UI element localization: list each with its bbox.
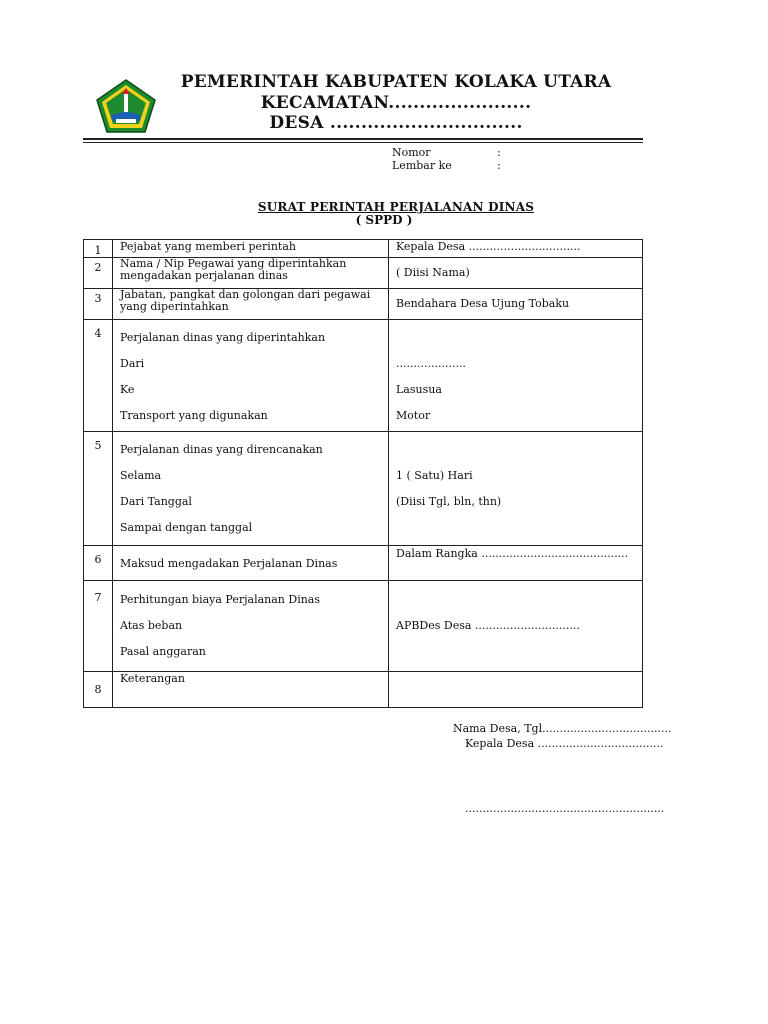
value-line: ( Diisi Nama) xyxy=(396,266,470,279)
row-value xyxy=(389,432,643,546)
value-line: (Diisi Tgl, bln, thn) xyxy=(396,495,502,508)
label-line: Keterangan xyxy=(120,672,185,685)
row-number: 3 xyxy=(84,289,113,320)
header-line-2: KECAMATAN....................... xyxy=(260,93,532,113)
row-value xyxy=(389,581,643,672)
row-number: 4 xyxy=(84,320,113,432)
value-line: .................... xyxy=(396,357,466,370)
label-line: yang diperintahkan xyxy=(120,300,229,313)
table-row xyxy=(84,672,643,708)
row-value xyxy=(389,240,643,258)
label-line: Pejabat yang memberi perintah xyxy=(120,240,296,253)
label-line: mengadakan perjalanan dinas xyxy=(120,269,288,282)
value-line xyxy=(396,639,642,665)
value-line: APBDes Desa .............................. xyxy=(396,619,580,632)
table-row xyxy=(84,289,643,320)
row-value xyxy=(389,672,643,708)
value-line xyxy=(396,587,642,613)
label-line: Atas beban xyxy=(120,619,183,632)
header-line-1: PEMERINTAH KABUPATEN KOLAKA UTARA xyxy=(180,72,612,92)
row-value xyxy=(389,546,643,581)
table-row xyxy=(84,581,643,672)
table-row xyxy=(84,320,643,432)
label-line: Perhitungan biaya Perjalanan Dinas xyxy=(120,593,321,606)
signature-name-line: ......................................................... xyxy=(465,802,665,815)
value-line: Motor xyxy=(396,409,431,422)
row-label xyxy=(113,258,389,289)
label-line: Ke xyxy=(120,383,135,396)
label-line: Selama xyxy=(120,469,162,482)
signature-place-date: Nama Desa, Tgl..................................... xyxy=(453,722,672,735)
label-line: Dari Tanggal xyxy=(120,495,192,508)
document-title: SURAT PERINTAH PERJALANAN DINAS xyxy=(257,200,535,214)
document-subtitle: ( SPPD ) xyxy=(355,213,413,227)
row-number: 6 xyxy=(84,546,113,581)
row-label xyxy=(113,320,389,432)
header-rule-thick xyxy=(83,138,643,140)
label-line: Nama / Nip Pegawai yang diperintahkan xyxy=(120,257,347,270)
header-rule-thin xyxy=(83,142,643,143)
table-row xyxy=(84,240,643,258)
value-line: Bendahara Desa Ujung Tobaku xyxy=(396,297,570,310)
row-value xyxy=(389,320,643,432)
table-row xyxy=(84,258,643,289)
label-line: Pasal anggaran xyxy=(120,645,206,658)
row-value xyxy=(389,258,643,289)
row-number: 1 xyxy=(84,240,113,258)
label-line: Sampai dengan tanggal xyxy=(120,521,253,534)
value-line: Kepala Desa ................................ xyxy=(396,240,581,253)
label-line: Maksud mengadakan Perjalanan Dinas xyxy=(120,556,338,570)
lembar-field xyxy=(392,159,501,172)
value-line xyxy=(396,437,642,463)
row-label xyxy=(113,240,389,258)
label-line: Perjalanan dinas yang direncanakan xyxy=(120,443,323,456)
nomor-value: : xyxy=(497,146,501,159)
row-number: 5 xyxy=(84,432,113,546)
label-line: Transport yang digunakan xyxy=(120,409,268,422)
sppd-table xyxy=(83,239,643,708)
header-line-3: DESA ............................... xyxy=(269,113,523,133)
nomor-field xyxy=(392,146,501,159)
value-line: Lasusua xyxy=(396,383,442,396)
value-line xyxy=(396,515,642,541)
row-number: 8 xyxy=(84,672,113,708)
table-row xyxy=(84,546,643,581)
row-label xyxy=(113,432,389,546)
label-line: Perjalanan dinas yang diperintahkan xyxy=(120,331,326,344)
row-number: 2 xyxy=(84,258,113,289)
row-number: 7 xyxy=(84,581,113,672)
lembar-value: : xyxy=(497,159,501,172)
row-label xyxy=(113,672,389,708)
lembar-label: Lembar ke xyxy=(392,159,452,172)
row-value xyxy=(389,289,643,320)
nomor-label: Nomor xyxy=(392,146,431,159)
label-line: Dari xyxy=(120,357,145,370)
value-line: Dalam Rangka .......................................... xyxy=(396,547,629,560)
value-line xyxy=(396,325,642,351)
row-label xyxy=(113,546,389,581)
table-row xyxy=(84,432,643,546)
value-line: 1 ( Satu) Hari xyxy=(396,469,473,482)
row-label xyxy=(113,581,389,672)
label-line: Jabatan, pangkat dan golongan dari pegawai xyxy=(120,288,371,301)
signature-position: Kepala Desa .................................... xyxy=(465,737,664,750)
row-label xyxy=(113,289,389,320)
